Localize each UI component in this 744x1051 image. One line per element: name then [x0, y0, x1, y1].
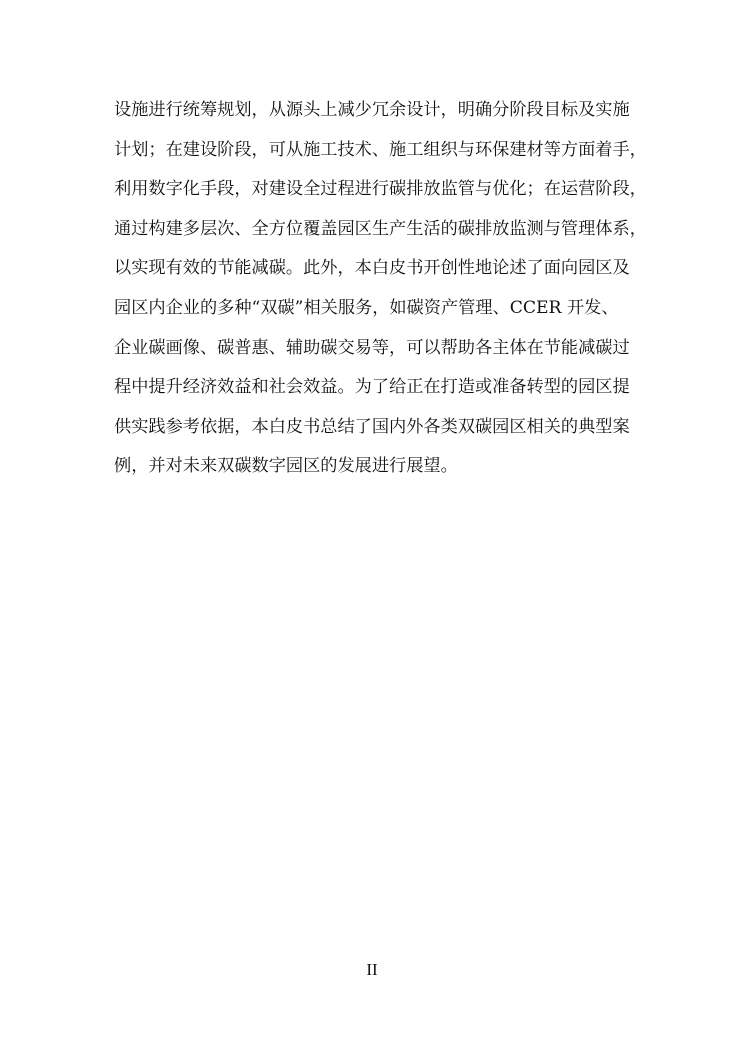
text-line: 程中提升经济效益和社会效益。为了给正在打造或准备转型的园区提: [114, 377, 630, 398]
page-number: II: [366, 960, 378, 979]
text-line: 利用数字化手段，对建设全过程进行碳排放监管与优化；在运营阶段，: [114, 179, 647, 200]
text-line: 通过构建多层次、全方位覆盖园区生产生活的碳排放监测与管理体系，: [114, 218, 647, 239]
body-paragraph: [114, 91, 647, 487]
text-line: 例，并对未来双碳数字园区的发展进行展望。: [114, 456, 458, 477]
text-line: 设施进行统筹规划，从源头上减少冗余设计，明确分阶段目标及实施: [114, 100, 630, 120]
text-line: 企业碳画像、碳普惠、辅助碳交易等，可以帮助各主体在节能减碳过: [114, 337, 630, 358]
text-line: 园区内企业的多种“双碳”相关服务，如碳资产管理、CCER 开发、: [114, 297, 619, 318]
text-line: 供实践参考依据，本白皮书总结了国内外各类双碳园区相关的典型案: [114, 416, 630, 437]
text-line: 计划；在建设阶段，可从施工技术、施工组织与环保建材等方面着手，: [114, 139, 647, 160]
text-line: 以实现有效的节能减碳。此外，本白皮书开创性地论述了面向园区及: [114, 258, 630, 279]
